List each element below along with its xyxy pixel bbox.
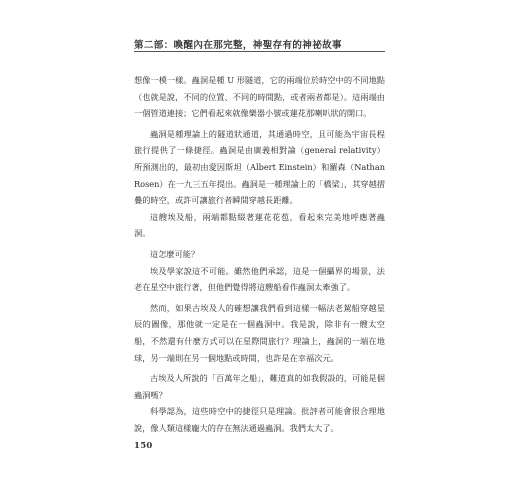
body-text [134,72,385,436]
paragraph: 科學認為，這些時空中的捷徑只是理論。批評者可能會很合理地說，像人類這樣龐大的存在無法通過蟲洞。我們太大了。 [134,406,385,433]
paragraph: 想像一模一樣。蟲洞是種 U 形隧道，它的兩端位於時空中的不同地點（也就是說，不同的位置、不同的時間點，或者兩者都是）。這兩端由一個管道連接；它們看起來就像樂器小號或蓮花那喇叭狀的開口。 [134,75,385,119]
paragraph: 古埃及人所說的「百萬年之船」，難道真的如我假設的，可能是個蟲洞嗎？ [134,373,385,400]
paragraph: 然而，如果古埃及人的確想讓我們看到這樣一幅法老駕船穿越星辰的圖像，那他就一定是在一個蟲洞中。我是說，除非有一艘太空船，不然還有什麼方式可以在星際間旅行？理論上，蟲洞的一端在地球，另一端則在另一個地點或時間，也許是在幸福次元。 [134,302,385,363]
running-header: 第二部：喚醒內在那完整，神聖存有的神祕故事 [134,40,342,51]
paragraph: 這怎麼可能？ [150,248,200,259]
page-number: 150 [134,441,153,451]
paragraph: 埃及學家說這不可能。雖然他們承認，這是一個攝界的場景，法老在星空中旅行著，但他們覺得將這艘船看作蟲洞太牽強了。 [134,265,385,293]
paragraph: 這艘埃及船，兩端都點綴著蓮花花苞，看起來完美地呼應著蟲洞。 [134,211,385,239]
paragraph: 蟲洞是種理論上的隧道狀通道，其通過時空，且可能為宇宙長程旅行提供了一條捷徑。蟲洞是由廣義相對論（general relativity）所預測出的，最初由愛因斯坦（Albert Einstein）和羅森（Nathan Rosen）在一九三五年提出。蟲洞是一種理論上的「橋梁」，其穿越摺疊的時空，或許可讓旅行者瞬間穿越長距離。 [134,128,385,206]
header-divider [134,51,385,52]
